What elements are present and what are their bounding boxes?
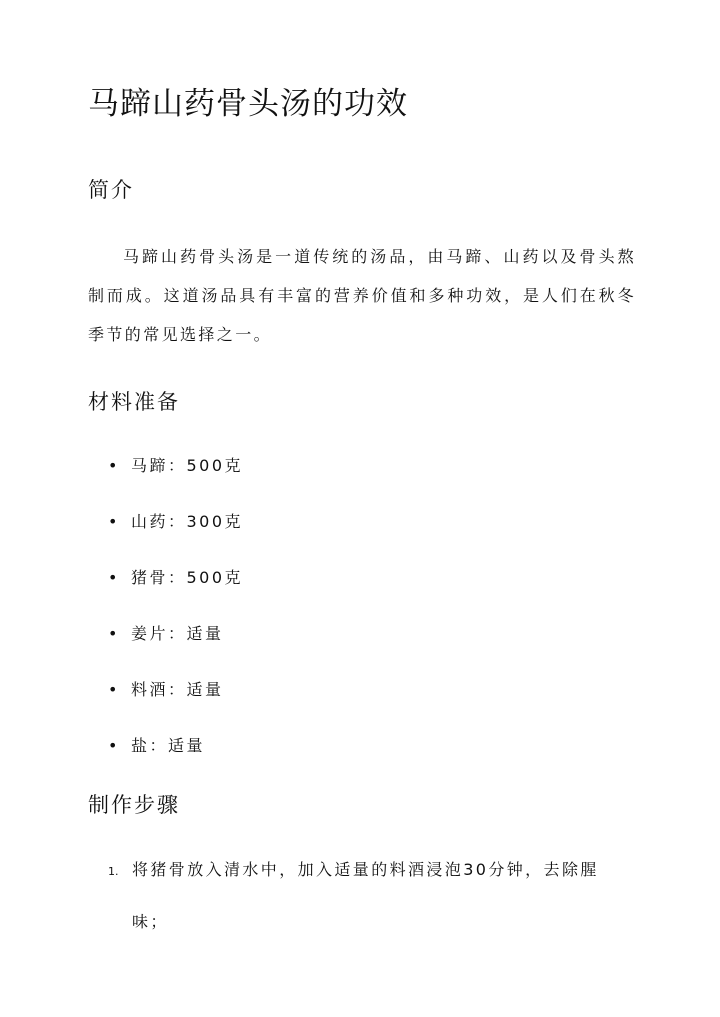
list-item-text: 马蹄：500克	[131, 456, 244, 475]
list-item	[108, 560, 243, 616]
list-item	[108, 504, 243, 560]
list-item-text: 料酒：适量	[131, 680, 224, 699]
step-text: 将猪骨放入清水中，加入适量的料酒浸泡30分钟，去除腥味；	[132, 860, 599, 931]
list-item	[108, 616, 243, 672]
document-title: 马蹄山药骨头汤的功效	[88, 86, 408, 122]
list-item-text: 姜片：适量	[131, 624, 224, 643]
intro-paragraph: 马蹄山药骨头汤是一道传统的汤品，由马蹄、山药以及骨头熬制而成。这道汤品具有丰富的营养价值和多种功效，是人们在秋冬季节的常见选择之一。	[88, 247, 636, 344]
bullet-icon: •	[108, 456, 120, 475]
section-heading-steps: 制作步骤	[88, 793, 180, 817]
section-heading-materials: 材料准备	[88, 390, 180, 414]
section-heading-intro: 简介	[88, 178, 134, 202]
bullet-icon: •	[108, 680, 120, 699]
list-item	[108, 672, 243, 728]
list-item	[108, 448, 243, 504]
list-item-text: 山药：300克	[131, 512, 244, 531]
list-item-text: 盐：适量	[131, 736, 206, 755]
list-item-text: 猪骨：500克	[131, 568, 244, 587]
step-number: 1.	[108, 865, 119, 878]
bullet-icon: •	[108, 512, 120, 531]
bullet-icon: •	[108, 568, 120, 587]
steps-list	[108, 852, 632, 948]
bullet-icon: •	[108, 736, 120, 755]
bullet-icon: •	[108, 624, 120, 643]
materials-list	[108, 448, 243, 784]
step-item	[108, 852, 632, 948]
list-item	[108, 728, 243, 784]
